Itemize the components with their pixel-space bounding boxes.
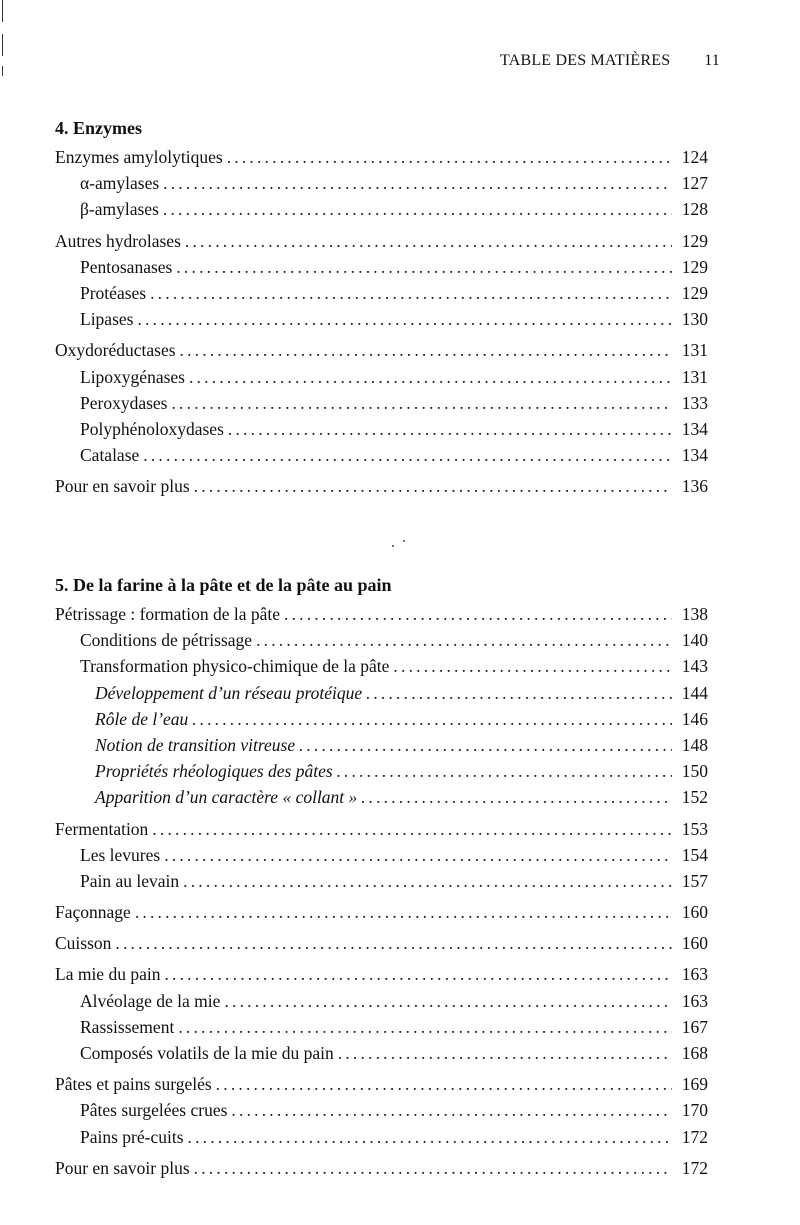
leader-dots — [194, 473, 672, 499]
toc-entry-page: 163 — [681, 990, 708, 1011]
toc-entry-label: Catalase — [80, 445, 140, 466]
leader-dots — [152, 816, 672, 842]
leader-dots — [163, 170, 672, 196]
toc-entry[interactable] — [55, 416, 708, 442]
toc-entry[interactable] — [55, 627, 708, 653]
leader-dots — [393, 653, 672, 679]
toc-entry-label: Propriétés rhéologiques des pâtes — [95, 761, 333, 782]
leader-dots — [188, 1124, 672, 1150]
toc-entry[interactable] — [55, 988, 708, 1014]
leader-dots — [216, 1071, 672, 1097]
toc-entry-page: 172 — [681, 1126, 708, 1147]
toc-entry-page: 144 — [681, 682, 708, 703]
toc-entry-page: 140 — [681, 630, 708, 651]
toc-entry-label: Cuisson — [55, 933, 112, 954]
toc-entry[interactable] — [55, 899, 708, 925]
toc-entry-page: 131 — [681, 366, 708, 387]
leader-dots — [178, 1014, 672, 1040]
leader-dots — [256, 627, 672, 653]
toc-entry-page: 129 — [681, 282, 708, 303]
toc-entry-page: 152 — [681, 787, 708, 808]
toc-entry-page: 157 — [681, 870, 708, 891]
toc-entry[interactable] — [55, 732, 708, 758]
toc-entry-label: Alvéolage de la mie — [80, 990, 221, 1011]
toc-entry[interactable] — [55, 1071, 708, 1097]
toc-entry[interactable] — [55, 390, 708, 416]
toc-entry-label: Pâtes surgelées crues — [80, 1100, 228, 1121]
toc-entry-page: 127 — [681, 173, 708, 194]
toc-entry[interactable] — [55, 706, 708, 732]
toc-entry-label: Lipoxygénases — [80, 366, 185, 387]
toc-entry-page: 128 — [681, 199, 708, 220]
section-title: 4. Enzymes — [55, 118, 142, 138]
margin-mark — [2, 0, 3, 22]
toc-entry[interactable] — [55, 254, 708, 280]
toc-entry-label: Rassissement — [80, 1016, 175, 1037]
leader-dots — [180, 337, 672, 363]
leader-dots — [137, 306, 672, 332]
leader-dots — [183, 868, 672, 894]
leader-dots — [366, 680, 672, 706]
toc-entry-page: 163 — [681, 964, 708, 985]
toc-entry[interactable] — [55, 758, 708, 784]
toc-entry[interactable] — [55, 306, 708, 332]
toc-entry[interactable] — [55, 196, 708, 222]
leader-dots — [224, 988, 672, 1014]
toc-entry-label: β-amylases — [80, 199, 159, 220]
toc-entry-page: 136 — [681, 476, 708, 497]
margin-mark — [2, 66, 3, 76]
toc-entry-page: 129 — [681, 230, 708, 251]
toc-entry[interactable] — [55, 1155, 708, 1181]
toc-entry-label: Autres hydrolases — [55, 230, 181, 251]
toc-entry[interactable] — [55, 170, 708, 196]
leader-dots — [163, 196, 672, 222]
toc-entry-label: Façonnage — [55, 902, 131, 923]
toc-entry-label: Pentosanases — [80, 256, 173, 277]
toc-section-farine-pate-pain — [55, 601, 708, 1181]
toc-entry[interactable] — [55, 816, 708, 842]
toc-entry[interactable] — [55, 280, 708, 306]
toc-entry-page: 160 — [681, 902, 708, 923]
leader-dots — [189, 364, 672, 390]
toc-entry-page: 131 — [681, 340, 708, 361]
toc-entry-label: Polyphénoloxydases — [80, 418, 224, 439]
leader-dots — [361, 784, 672, 810]
toc-entry-label: Notion de transition vitreuse — [95, 734, 296, 755]
leader-dots — [194, 1155, 672, 1181]
toc-entry[interactable] — [55, 1040, 708, 1066]
toc-entry-label: Les levures — [80, 844, 161, 865]
toc-entry-label: La mie du pain — [55, 964, 161, 985]
toc-entry-page: 170 — [681, 1100, 708, 1121]
toc-entry-label: Rôle de l’eau — [95, 708, 189, 729]
leader-dots — [337, 758, 672, 784]
toc-entry-label: Fermentation — [55, 818, 149, 839]
print-speck — [403, 540, 405, 542]
toc-entry-label: Composés volatils de la mie du pain — [80, 1043, 334, 1063]
leader-dots — [185, 228, 672, 254]
print-speck — [392, 545, 394, 547]
toc-entry[interactable] — [55, 1124, 708, 1150]
toc-entry-label: Apparition d’un caractère « collant » — [95, 787, 358, 808]
toc-entry-label: Pour en savoir plus — [55, 476, 190, 497]
leader-dots — [115, 930, 672, 956]
toc-entry[interactable] — [55, 680, 708, 706]
toc-entry[interactable] — [55, 228, 708, 254]
toc-entry-page: 167 — [681, 1016, 708, 1037]
toc-entry[interactable] — [55, 842, 708, 868]
leader-dots — [192, 706, 672, 732]
leader-dots — [164, 961, 672, 987]
toc-entry-page: 148 — [681, 734, 708, 755]
toc-entry-page: 154 — [681, 844, 708, 865]
toc-entry-label: Pétrissage : formation de la pâte — [55, 604, 280, 624]
toc-entry-page: 124 — [681, 147, 708, 167]
toc-entry-label: Lipases — [80, 309, 134, 330]
leader-dots — [150, 280, 672, 306]
toc-entry-label: Transformation physico-chimique de la pâte — [80, 656, 390, 677]
leader-dots — [338, 1040, 672, 1066]
toc-entry-page: 129 — [681, 256, 708, 277]
toc-entry-page: 138 — [681, 604, 708, 624]
leader-dots — [227, 144, 672, 170]
toc-entry-page: 153 — [681, 818, 708, 839]
leader-dots — [284, 601, 672, 627]
toc-entry-label: Pain au levain — [80, 870, 180, 891]
toc-entry-label: Enzymes amylolytiques — [55, 147, 223, 167]
toc-entry-label: Protéases — [80, 282, 147, 303]
leader-dots — [171, 390, 672, 416]
toc-entry[interactable] — [55, 601, 708, 627]
toc-entry[interactable] — [55, 337, 708, 363]
toc-entry-label: Peroxydases — [80, 392, 168, 413]
toc-entry[interactable] — [55, 868, 708, 894]
toc-entry-page: 134 — [681, 418, 708, 439]
header-page-number: 11 — [704, 52, 720, 69]
toc-entry-page: 172 — [681, 1157, 708, 1178]
toc-entry[interactable] — [55, 1014, 708, 1040]
toc-entry[interactable] — [55, 930, 708, 956]
toc-entry[interactable] — [55, 784, 708, 810]
toc-entry-page: 133 — [681, 392, 708, 413]
leader-dots — [135, 899, 672, 925]
leader-dots — [176, 254, 672, 280]
toc-entry-label: Conditions de pétrissage — [80, 630, 253, 651]
running-header — [500, 52, 720, 70]
toc-section-enzymes — [55, 144, 708, 499]
toc-entry[interactable] — [55, 473, 708, 499]
toc-entry[interactable] — [55, 442, 708, 468]
leader-dots — [231, 1097, 672, 1123]
toc-entry-page: 130 — [681, 309, 708, 330]
header-title: TABLE DES MATIÈRES — [500, 52, 671, 69]
leader-dots — [164, 842, 672, 868]
toc-entry[interactable] — [55, 144, 708, 170]
toc-entry-label: Oxydoréductases — [55, 340, 176, 361]
toc-entry-page: 160 — [681, 933, 708, 954]
margin-mark — [2, 34, 3, 56]
toc-entry-page: 146 — [681, 708, 708, 729]
toc-entry-page: 169 — [681, 1074, 708, 1095]
toc-entry-label: Pains pré-cuits — [80, 1126, 184, 1147]
leader-dots — [143, 442, 672, 468]
toc-entry[interactable] — [55, 364, 708, 390]
toc-entry-page: 168 — [681, 1043, 708, 1063]
toc-entry[interactable] — [55, 961, 708, 987]
section-title: 5. De la farine à la pâte et de la pâte au pain — [55, 575, 392, 595]
toc-entry-label: Pâtes et pains surgelés — [55, 1074, 212, 1095]
toc-entry[interactable] — [55, 1097, 708, 1123]
toc-entry-label: α-amylases — [80, 173, 160, 194]
leader-dots — [299, 732, 672, 758]
toc-entry-page: 150 — [681, 761, 708, 782]
leader-dots — [228, 416, 672, 442]
toc-entry-page: 143 — [681, 656, 708, 677]
toc-entry-label: Pour en savoir plus — [55, 1157, 190, 1178]
toc-entry-label: Développement d’un réseau protéique — [95, 682, 363, 703]
toc-entry[interactable] — [55, 653, 708, 679]
toc-entry-page: 134 — [681, 445, 708, 466]
